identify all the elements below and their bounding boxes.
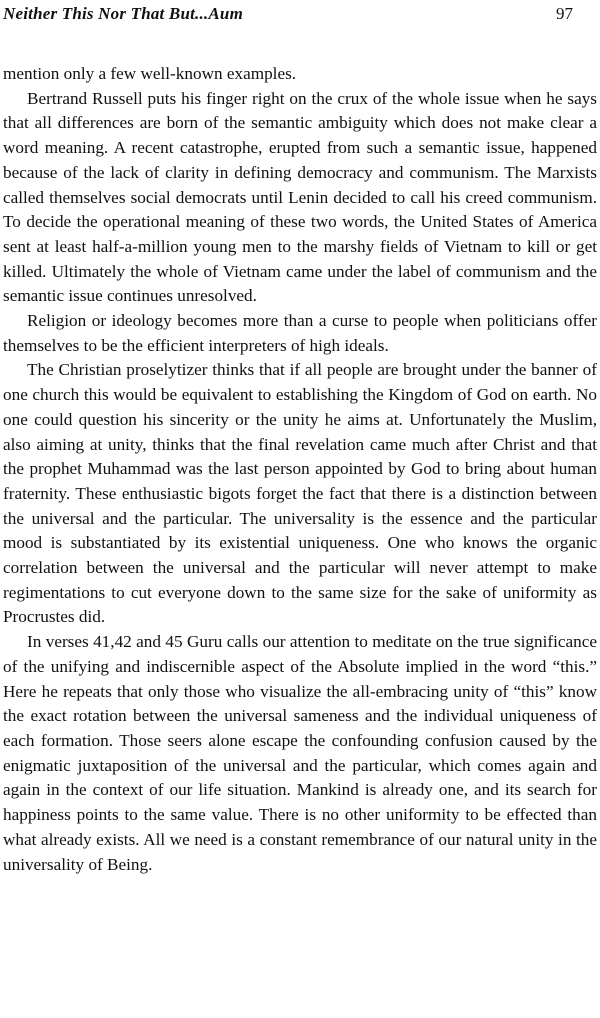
paragraph-religion: Religion or ideology becomes more than a curse to people when politicians offer themselves to be the efficient interpreters of high ideals.	[3, 311, 597, 355]
paragraph-continued: mention only a few well-known examples.	[3, 64, 297, 83]
body-text	[3, 62, 597, 877]
page-number: 97	[556, 4, 573, 23]
paragraph-verses: In verses 41,42 and 45 Guru calls our attention to meditate on the true significance of the unifying and indiscernible aspect of the Absolute implied in the word “this.” Here he repeats that only those who visualize the all-embracing unity of “this” know the exact rotation between the universal sameness and the individual uniqueness of each formation. Those seers alone escape the confounding confusion caused by the enigmatic juxtaposition of the universal and the particular, which comes again and again in the context of our life situation. Mankind is already one, and its search for happiness points to the same value. There is no other uniformity to be effected than what already exists. All we need is a constant remembrance of our natural unity in the universality of Being.	[3, 632, 597, 874]
page-header	[3, 4, 595, 28]
running-title: Neither This Nor That But...Aum	[3, 4, 243, 23]
paragraph-russell: Bertrand Russell puts his finger right on the crux of the whole issue when he says that all differences are born of the semantic ambiguity which does not make clear a word meaning. A recent catastrophe, erupted from such a semantic issue, happened because of the lack of clarity in defining democracy and communism. The Marxists called themselves social democrats until Lenin decided to call his creed communism. To decide the operational meaning of these two words, the United States of America sent at least half-a-million young men to the marshy fields of Vietnam to kill or get killed. Ultimately the whole of Vietnam came under the label of communism and the semantic issue continues unresolved.	[3, 88, 597, 306]
paragraph-proselytizer: The Christian proselytizer thinks that if all people are brought under the banner of one church this would be equivalent to establishing the Kingdom of God on earth. No one could question his sincerity or the unity he aims at. Unfortunately the Muslim, also aiming at unity, thinks that the final revelation came much after Christ and that the prophet Muhammad was the last person appointed by God to bring about human fraternity. These enthusiastic bigots forget the fact that there is a distinction between the universal and the particular. The universality is the essence and the particular mood is substantiated by its existential uniqueness. One who knows the organic correlation between the universal and the particular will never attempt to make regimentations to cut everyone down to the same size for the sake of uniformity as Procrustes did.	[3, 360, 597, 627]
